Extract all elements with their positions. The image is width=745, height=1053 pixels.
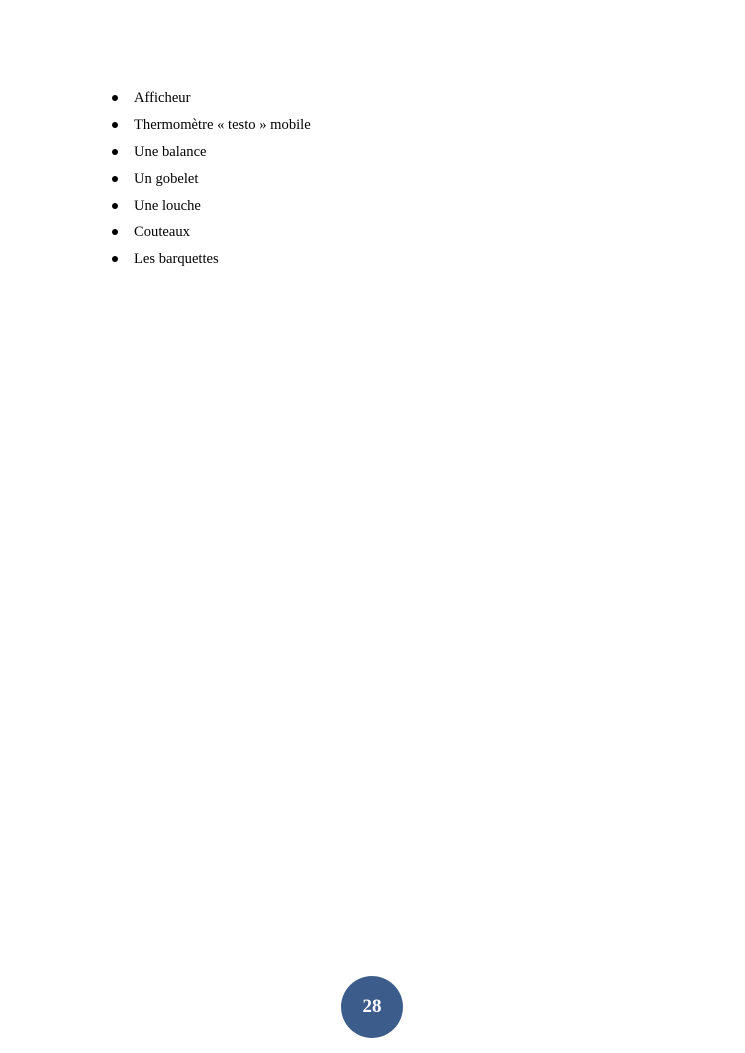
bullet-icon bbox=[112, 203, 118, 209]
list-item-text: Une louche bbox=[134, 197, 201, 214]
bullet-icon bbox=[112, 122, 118, 128]
list-item-text: Afficheur bbox=[134, 90, 191, 106]
page-number: 28 bbox=[362, 996, 382, 1017]
bullet-icon bbox=[112, 176, 118, 182]
bullet-icon bbox=[112, 149, 118, 155]
bullet-icon bbox=[112, 229, 118, 235]
list-item-text: Un gobelet bbox=[134, 170, 199, 187]
page-number-badge bbox=[341, 976, 403, 1038]
bullet-icon bbox=[112, 95, 118, 101]
list-item-text: Thermomètre « testo » mobile bbox=[134, 116, 311, 133]
bullet-icon bbox=[112, 256, 118, 262]
list-item-text: Couteaux bbox=[134, 224, 190, 241]
list-item-text: Une balance bbox=[134, 143, 207, 160]
list-item-text: Les barquettes bbox=[134, 251, 219, 268]
